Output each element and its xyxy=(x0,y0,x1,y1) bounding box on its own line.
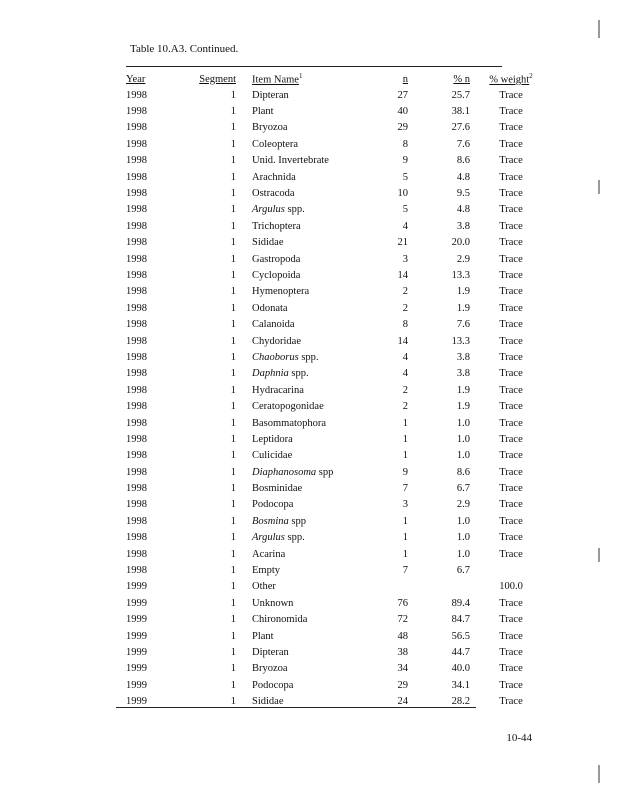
cell-pct-n: 1.9 xyxy=(456,401,470,413)
cell-segment: 1 xyxy=(230,138,236,150)
cell-segment: 1 xyxy=(230,237,236,249)
cell-year: 1998 xyxy=(126,433,147,445)
header-segment: Segment xyxy=(199,73,236,85)
cell-segment: 1 xyxy=(230,155,236,167)
cell-year: 1998 xyxy=(126,450,147,462)
cell-item-name: Culicidae xyxy=(252,450,293,462)
table-row xyxy=(118,218,542,234)
cell-year: 1998 xyxy=(126,565,147,577)
table-row xyxy=(118,316,542,332)
table-row xyxy=(118,628,542,644)
table-row xyxy=(118,103,542,119)
cell-year: 1998 xyxy=(126,269,147,281)
table-row xyxy=(118,120,542,136)
cell-year: 1999 xyxy=(126,663,147,675)
header-top-rule xyxy=(126,66,502,67)
cell-pct-n: 13.3 xyxy=(451,335,470,347)
table-row xyxy=(118,431,542,447)
cell-year: 1999 xyxy=(126,696,147,708)
cell-pct-n: 7.6 xyxy=(456,138,470,150)
cell-item-name: Sididae xyxy=(252,237,284,249)
cell-item-name: Ceratopogonidae xyxy=(252,401,324,413)
cell-pct-weight: Trace xyxy=(499,679,523,691)
cell-year: 1999 xyxy=(126,630,147,642)
cell-pct-n: 7.6 xyxy=(456,319,470,331)
cell-segment: 1 xyxy=(230,646,236,658)
cell-segment: 1 xyxy=(230,351,236,363)
table-caption: Table 10.A3. Continued. xyxy=(130,43,239,55)
table-row xyxy=(118,169,542,185)
cell-n: 72 xyxy=(397,614,408,626)
cell-n: 5 xyxy=(402,171,408,183)
cell-pct-weight: Trace xyxy=(499,155,523,167)
cell-year: 1998 xyxy=(126,237,147,249)
cell-year: 1998 xyxy=(126,155,147,167)
cell-year: 1998 xyxy=(126,384,147,396)
table-row xyxy=(118,202,542,218)
cell-year: 1999 xyxy=(126,614,147,626)
cell-item-name: Acarina xyxy=(252,548,286,560)
cell-pct-weight: Trace xyxy=(499,597,523,609)
cell-pct-weight: Trace xyxy=(499,138,523,150)
table-row xyxy=(118,448,542,464)
cell-year: 1998 xyxy=(126,106,147,118)
cell-item-name: Bryozoa xyxy=(252,122,288,134)
cell-segment: 1 xyxy=(230,302,236,314)
cell-year: 1998 xyxy=(126,515,147,527)
cell-n: 34 xyxy=(397,663,408,675)
cell-n: 9 xyxy=(402,466,408,478)
cell-segment: 1 xyxy=(230,335,236,347)
cell-pct-weight: Trace xyxy=(499,532,523,544)
cell-n: 8 xyxy=(402,138,408,150)
table-row xyxy=(118,267,542,283)
cell-pct-weight: Trace xyxy=(499,696,523,708)
cell-segment: 1 xyxy=(230,450,236,462)
cell-item-name: Argulus spp. xyxy=(252,532,305,544)
cell-n: 2 xyxy=(402,401,408,413)
cell-n: 21 xyxy=(397,237,408,249)
cell-item-name: Bryozoa xyxy=(252,663,288,675)
cell-n: 3 xyxy=(402,253,408,265)
cell-year: 1998 xyxy=(126,286,147,298)
scan-artifact xyxy=(598,765,600,783)
cell-pct-weight: Trace xyxy=(499,269,523,281)
cell-n: 9 xyxy=(402,155,408,167)
cell-item-name: Trichoptera xyxy=(252,220,301,232)
cell-pct-n: 8.6 xyxy=(456,155,470,167)
cell-year: 1998 xyxy=(126,417,147,429)
cell-year: 1998 xyxy=(126,466,147,478)
cell-year: 1998 xyxy=(126,89,147,101)
cell-pct-n: 25.7 xyxy=(451,89,470,101)
cell-year: 1998 xyxy=(126,401,147,413)
cell-pct-weight: Trace xyxy=(499,401,523,413)
cell-pct-weight: Trace xyxy=(499,220,523,232)
cell-pct-weight: Trace xyxy=(499,106,523,118)
cell-pct-n: 1.9 xyxy=(456,302,470,314)
cell-n: 3 xyxy=(402,499,408,511)
cell-segment: 1 xyxy=(230,515,236,527)
table-row xyxy=(118,251,542,267)
cell-year: 1998 xyxy=(126,188,147,200)
cell-n xyxy=(368,579,408,595)
cell-pct-n: 28.2 xyxy=(451,696,470,708)
table-row xyxy=(118,185,542,201)
cell-year: 1998 xyxy=(126,220,147,232)
cell-n: 38 xyxy=(397,646,408,658)
cell-pct-weight: Trace xyxy=(499,302,523,314)
cell-item-name: Dipteran xyxy=(252,646,289,658)
cell-pct-n: 13.3 xyxy=(451,269,470,281)
cell-item-name: Chydoridae xyxy=(252,335,301,347)
cell-pct-weight: Trace xyxy=(499,515,523,527)
cell-pct-n: 34.1 xyxy=(451,679,470,691)
cell-pct-weight: 100.0 xyxy=(499,581,523,593)
cell-item-name: Calanoida xyxy=(252,319,295,331)
table-row xyxy=(118,87,542,103)
cell-pct-n: 27.6 xyxy=(451,122,470,134)
cell-year: 1998 xyxy=(126,351,147,363)
cell-pct-weight: Trace xyxy=(499,417,523,429)
cell-item-name: Unid. Invertebrate xyxy=(252,155,329,167)
cell-segment: 1 xyxy=(230,253,236,265)
cell-pct-weight: Trace xyxy=(499,548,523,560)
cell-pct-weight: Trace xyxy=(499,204,523,216)
page-number: 10-44 xyxy=(506,732,532,744)
cell-pct-weight: Trace xyxy=(499,384,523,396)
cell-n: 5 xyxy=(402,204,408,216)
cell-n: 2 xyxy=(402,286,408,298)
scan-artifact xyxy=(598,180,600,194)
cell-pct-weight: Trace xyxy=(499,335,523,347)
cell-year: 1998 xyxy=(126,483,147,495)
cell-year: 1998 xyxy=(126,302,147,314)
cell-segment: 1 xyxy=(230,532,236,544)
cell-pct-weight: Trace xyxy=(499,368,523,380)
cell-pct-n: 9.5 xyxy=(456,188,470,200)
table-header-row xyxy=(118,71,542,87)
cell-year: 1998 xyxy=(126,138,147,150)
cell-n: 27 xyxy=(397,89,408,101)
table-row xyxy=(118,661,542,677)
cell-n: 8 xyxy=(402,319,408,331)
cell-pct-n: 3.8 xyxy=(456,351,470,363)
cell-n: 4 xyxy=(402,368,408,380)
table-row xyxy=(118,612,542,628)
cell-segment: 1 xyxy=(230,401,236,413)
cell-n: 1 xyxy=(402,417,408,429)
cell-item-name: Hymenoptera xyxy=(252,286,310,298)
cell-item-name: Plant xyxy=(252,106,274,118)
cell-segment: 1 xyxy=(230,319,236,331)
cell-pct-weight: Trace xyxy=(499,614,523,626)
cell-item-name: Leptidora xyxy=(252,433,293,445)
cell-pct-n: 8.6 xyxy=(456,466,470,478)
cell-pct-n: 1.9 xyxy=(456,384,470,396)
cell-n: 1 xyxy=(402,433,408,445)
cell-item-name: Plant xyxy=(252,630,274,642)
cell-n: 14 xyxy=(397,269,408,281)
cell-year: 1999 xyxy=(126,679,147,691)
cell-n: 29 xyxy=(397,122,408,134)
cell-segment: 1 xyxy=(230,581,236,593)
cell-n: 14 xyxy=(397,335,408,347)
cell-pct-weight: Trace xyxy=(499,122,523,134)
cell-item-name: Coleoptera xyxy=(252,138,299,150)
data-table xyxy=(118,71,542,710)
cell-pct-weight: Trace xyxy=(499,253,523,265)
cell-segment: 1 xyxy=(230,204,236,216)
cell-year: 1998 xyxy=(126,368,147,380)
cell-segment: 1 xyxy=(230,696,236,708)
cell-segment: 1 xyxy=(230,679,236,691)
table-row xyxy=(118,349,542,365)
cell-pct-n: 1.0 xyxy=(456,532,470,544)
cell-pct-n: 1.0 xyxy=(456,450,470,462)
table-row xyxy=(118,235,542,251)
cell-n: 1 xyxy=(402,450,408,462)
cell-segment: 1 xyxy=(230,630,236,642)
cell-item-name: Podocopa xyxy=(252,499,294,511)
table-row xyxy=(118,513,542,529)
cell-pct-weight: Trace xyxy=(499,89,523,101)
cell-segment: 1 xyxy=(230,466,236,478)
cell-segment: 1 xyxy=(230,188,236,200)
cell-pct-weight: Trace xyxy=(499,188,523,200)
cell-segment: 1 xyxy=(230,433,236,445)
cell-segment: 1 xyxy=(230,171,236,183)
cell-item-name: Dipteran xyxy=(252,89,289,101)
cell-pct-weight: Trace xyxy=(499,646,523,658)
cell-item-name: Odonata xyxy=(252,302,288,314)
cell-pct-weight: Trace xyxy=(499,466,523,478)
table-row xyxy=(118,333,542,349)
table-row xyxy=(118,284,542,300)
cell-pct-n: 2.9 xyxy=(456,253,470,265)
cell-segment: 1 xyxy=(230,122,236,134)
cell-n: 76 xyxy=(397,597,408,609)
cell-item-name: Arachnida xyxy=(252,171,296,183)
cell-pct-n: 44.7 xyxy=(451,646,470,658)
cell-item-name: Gastropoda xyxy=(252,253,301,265)
table-row xyxy=(118,136,542,152)
table-body xyxy=(118,87,542,710)
header-item-name: Item Name$^1$ xyxy=(252,72,303,86)
cell-segment: 1 xyxy=(230,614,236,626)
cell-n: 2 xyxy=(402,302,408,314)
cell-n: 29 xyxy=(397,679,408,691)
table-row xyxy=(118,497,542,513)
cell-item-name: Podocopa xyxy=(252,679,294,691)
cell-pct-n: 89.4 xyxy=(451,597,470,609)
cell-year: 1999 xyxy=(126,581,147,593)
cell-item-name: Basommatophora xyxy=(252,417,327,429)
cell-pct-n: 4.8 xyxy=(456,204,470,216)
header-n: n xyxy=(402,73,408,85)
cell-pct-weight: Trace xyxy=(499,483,523,495)
cell-pct-weight: Trace xyxy=(499,630,523,642)
cell-year: 1999 xyxy=(126,646,147,658)
cell-segment: 1 xyxy=(230,548,236,560)
cell-pct-n: 1.0 xyxy=(456,548,470,560)
cell-segment: 1 xyxy=(230,663,236,675)
scan-artifact xyxy=(598,548,600,562)
table-row xyxy=(118,579,542,595)
cell-n: 1 xyxy=(402,532,408,544)
table-row xyxy=(118,546,542,562)
table-row xyxy=(118,595,542,611)
table-row xyxy=(118,677,542,693)
cell-item-name: Bosminidae xyxy=(252,483,303,495)
cell-pct-n xyxy=(408,579,470,595)
cell-year: 1998 xyxy=(126,319,147,331)
cell-pct-weight: Trace xyxy=(499,433,523,445)
table-row xyxy=(118,382,542,398)
table-row xyxy=(118,480,542,496)
cell-pct-weight: Trace xyxy=(499,286,523,298)
cell-item-name: Sididae xyxy=(252,696,284,708)
cell-segment: 1 xyxy=(230,565,236,577)
cell-item-name: Unknown xyxy=(252,597,294,609)
cell-pct-weight: Trace xyxy=(499,351,523,363)
cell-pct-n: 2.9 xyxy=(456,499,470,511)
cell-year: 1998 xyxy=(126,548,147,560)
cell-segment: 1 xyxy=(230,106,236,118)
cell-item-name: Chironomida xyxy=(252,614,308,626)
cell-pct-weight: Trace xyxy=(499,237,523,249)
cell-year: 1998 xyxy=(126,122,147,134)
cell-item-name: Other xyxy=(252,581,276,593)
cell-n: 7 xyxy=(402,483,408,495)
cell-n: 48 xyxy=(397,630,408,642)
cell-year: 1998 xyxy=(126,499,147,511)
cell-year: 1999 xyxy=(126,597,147,609)
cell-segment: 1 xyxy=(230,220,236,232)
cell-item-name: Ostracoda xyxy=(252,188,295,200)
cell-pct-weight: Trace xyxy=(499,499,523,511)
cell-n: 24 xyxy=(397,696,408,708)
scan-artifact xyxy=(598,20,600,38)
table-row xyxy=(118,530,542,546)
cell-n: 2 xyxy=(402,384,408,396)
cell-pct-n: 3.8 xyxy=(456,368,470,380)
cell-n: 4 xyxy=(402,220,408,232)
cell-year: 1998 xyxy=(126,335,147,347)
table-row xyxy=(118,398,542,414)
cell-pct-n: 40.0 xyxy=(451,663,470,675)
cell-n: 40 xyxy=(397,106,408,118)
header-pct-weight: % weight$^2$ xyxy=(489,72,533,86)
cell-pct-n: 1.0 xyxy=(456,417,470,429)
cell-segment: 1 xyxy=(230,417,236,429)
header-pct-n: % n xyxy=(453,73,470,85)
cell-pct-n: 4.8 xyxy=(456,171,470,183)
cell-item-name: Hydracarina xyxy=(252,384,304,396)
table-row xyxy=(118,644,542,660)
cell-pct-weight: Trace xyxy=(499,663,523,675)
cell-pct-n: 3.8 xyxy=(456,220,470,232)
cell-n: 4 xyxy=(402,351,408,363)
cell-pct-weight: Trace xyxy=(499,450,523,462)
cell-pct-n: 20.0 xyxy=(451,237,470,249)
cell-segment: 1 xyxy=(230,286,236,298)
cell-item-name: Daphnia spp. xyxy=(252,368,309,380)
cell-pct-n: 1.0 xyxy=(456,515,470,527)
table-row xyxy=(118,562,542,578)
cell-n: 7 xyxy=(402,565,408,577)
table-row xyxy=(118,153,542,169)
cell-item-name: Argulus spp. xyxy=(252,204,305,216)
table-row xyxy=(118,366,542,382)
cell-n: 1 xyxy=(402,515,408,527)
table-row xyxy=(118,300,542,316)
table-row xyxy=(118,464,542,480)
cell-pct-n: 6.7 xyxy=(456,483,470,495)
cell-pct-weight: Trace xyxy=(499,319,523,331)
cell-n: 1 xyxy=(402,548,408,560)
cell-pct-n: 1.0 xyxy=(456,433,470,445)
cell-segment: 1 xyxy=(230,499,236,511)
cell-segment: 1 xyxy=(230,384,236,396)
cell-pct-n: 6.7 xyxy=(456,565,470,577)
cell-year: 1998 xyxy=(126,204,147,216)
cell-item-name: Cyclopoida xyxy=(252,269,301,281)
table-row xyxy=(118,415,542,431)
cell-segment: 1 xyxy=(230,89,236,101)
cell-segment: 1 xyxy=(230,269,236,281)
cell-item-name: Empty xyxy=(252,565,280,577)
cell-segment: 1 xyxy=(230,597,236,609)
cell-item-name: Bosmina spp xyxy=(252,515,306,527)
cell-pct-n: 1.9 xyxy=(456,286,470,298)
table-row xyxy=(118,693,542,709)
header-year: Year xyxy=(126,73,146,85)
cell-n: 10 xyxy=(397,188,408,200)
cell-pct-weight: Trace xyxy=(499,171,523,183)
cell-year: 1998 xyxy=(126,532,147,544)
cell-segment: 1 xyxy=(230,368,236,380)
cell-year: 1998 xyxy=(126,171,147,183)
cell-item-name: Diaphanosoma spp xyxy=(252,466,334,478)
cell-segment: 1 xyxy=(230,483,236,495)
cell-pct-n: 56.5 xyxy=(451,630,470,642)
cell-year: 1998 xyxy=(126,253,147,265)
cell-pct-n: 84.7 xyxy=(451,614,470,626)
cell-item-name: Chaoborus spp. xyxy=(252,351,319,363)
cell-pct-weight xyxy=(470,562,542,578)
cell-pct-n: 38.1 xyxy=(451,106,470,118)
